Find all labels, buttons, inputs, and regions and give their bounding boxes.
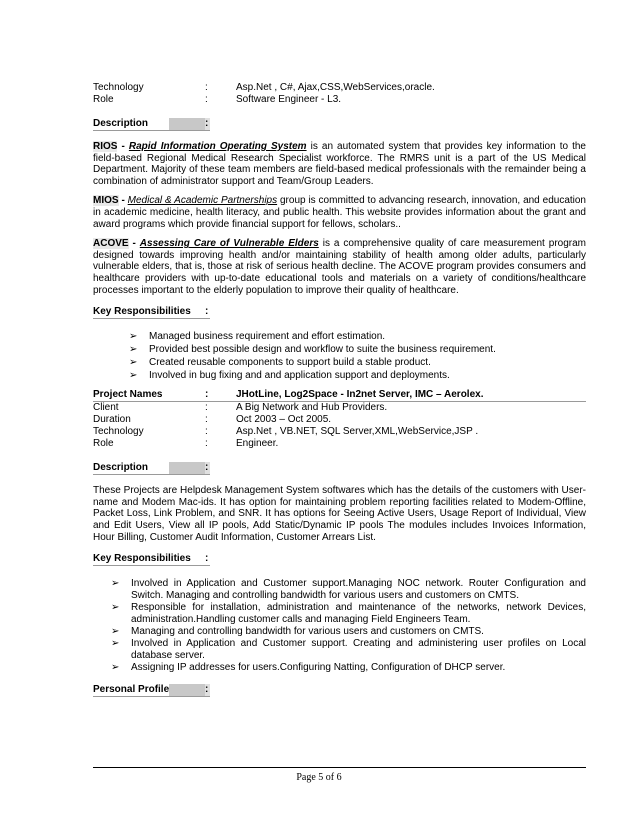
arrow-bullet-icon: ➢ bbox=[129, 344, 138, 356]
list-item: ➢ Provided best possible design and workflow to suite the business requirement. bbox=[129, 344, 496, 356]
acove-paragraph bbox=[93, 238, 586, 296]
list-item: ➢ Assigning IP addresses for users.Configuring Natting, Configuration of DHCP server. bbox=[111, 662, 506, 674]
description-label-2: Description bbox=[93, 462, 169, 474]
acove-text: is a comprehensive quality of care measurement program designed towards improving health and/or maintaining stability of health among older adults, particularly vulnerable elders, that is, those at risk of serious health decline. The ACOVE program provides consumers and healthcare providers with up-to-date educational tools and materials on a variety of conditions/healthcare processes important to the elderly population to improve their quality of healthcare. bbox=[93, 238, 586, 296]
list-item: ➢ Responsible for installation, administration and maintenance of the networks, network Devices, administration.Handling customer calls and managing Field Engineers Team. bbox=[111, 602, 586, 626]
mios-name: Medical & Academic Partnerships bbox=[127, 195, 278, 207]
description-label: Description bbox=[93, 118, 169, 130]
role-label: Role bbox=[93, 94, 114, 105]
client-colon: : bbox=[205, 402, 208, 414]
description-shade-2 bbox=[169, 462, 205, 474]
personal-profile-header bbox=[93, 684, 210, 697]
description-colon-2: : bbox=[205, 462, 209, 474]
list-item: ➢ Managing and controlling bandwidth for various users and customers on CMTS. bbox=[111, 626, 484, 638]
acove-name: Assessing Care of Vulnerable Elders bbox=[139, 238, 319, 250]
technology-label-2: Technology bbox=[93, 426, 144, 438]
resume-page bbox=[93, 82, 586, 697]
project-description: These Projects are Helpdesk Management System softwares which has the details of the customers with User-name and Modem Mac-ids. It has option for maintaining problem reporting facilities related to Modem-Offline, Packet Loss, Link Problem, and SNR. It has options for Seeing Active Users, Usage Report of Individual, View and Edit Users, View all IP pools, Add Static/Dynamic IP pools The modules includes Invoices Information, Hour Billing, Customer Audit Information, Customer Arrears List. bbox=[93, 485, 586, 543]
key-responsibilities-label-2: Key Responsibilities bbox=[93, 553, 191, 565]
duration-label: Duration bbox=[93, 414, 131, 426]
duration-value: Oct 2003 – Oct 2005. bbox=[236, 414, 332, 426]
project-names-label: Project Names bbox=[93, 389, 163, 401]
mios-text: group is committed to advancing research, innovation, and education in academic medicine, health literacy, and public health. This website provides information about the grant and award programs which provide financial support for fellows, scholars.. bbox=[93, 195, 586, 230]
rios-name: Rapid Information Operating System bbox=[128, 141, 307, 152]
rios-sep: - bbox=[117, 141, 129, 152]
technology-colon: : bbox=[205, 82, 208, 93]
technology-row-2 bbox=[93, 426, 586, 438]
personal-profile-colon: : bbox=[205, 684, 209, 696]
role-colon: : bbox=[205, 94, 208, 105]
role-value: Software Engineer - L3. bbox=[236, 94, 342, 105]
list-item: ➢ Involved in Application and Customer support. Creating and administering user profiles on Local database server. bbox=[111, 638, 586, 662]
client-label: Client bbox=[93, 402, 119, 414]
arrow-bullet-icon: ➢ bbox=[111, 578, 120, 590]
key-responsibilities-header-2 bbox=[93, 553, 210, 566]
client-row bbox=[93, 402, 586, 414]
key-responsibilities-colon-1: : bbox=[205, 306, 209, 318]
key-responsibilities-label-1: Key Responsibilities bbox=[93, 306, 191, 318]
page-number: Page 5 of 6 bbox=[296, 772, 342, 783]
arrow-bullet-icon: ➢ bbox=[129, 357, 138, 369]
arrow-bullet-icon: ➢ bbox=[129, 370, 138, 382]
acove-abbr: ACOVE bbox=[93, 238, 129, 250]
arrow-bullet-icon: ➢ bbox=[129, 331, 138, 343]
technology-value-2: Asp.Net , VB.NET, SQL Server,XML,WebService,JSP . bbox=[236, 426, 479, 438]
mios-abbr: MIOS bbox=[93, 195, 119, 207]
arrow-bullet-icon: ➢ bbox=[111, 626, 120, 638]
description-shade bbox=[169, 118, 205, 130]
project-names-colon: : bbox=[205, 389, 209, 401]
key-responsibilities-colon-2: : bbox=[205, 553, 209, 565]
project-names-header bbox=[93, 389, 586, 402]
duration-colon: : bbox=[205, 414, 208, 426]
rios-paragraph bbox=[93, 141, 586, 187]
rios-abbr: RIOS bbox=[93, 141, 118, 152]
description-header bbox=[93, 118, 210, 131]
role-colon-2: : bbox=[205, 438, 208, 450]
client-value: A Big Network and Hub Providers. bbox=[236, 402, 388, 414]
project-names-value: JHotLine, Log2Space - In2net Server, IMC – Aerolex. bbox=[236, 389, 484, 401]
mios-paragraph bbox=[93, 195, 586, 230]
role-value-2: Engineer. bbox=[236, 438, 279, 450]
arrow-bullet-icon: ➢ bbox=[111, 602, 120, 614]
list-item: ➢ Involved in bug fixing and and application support and deployments. bbox=[129, 370, 450, 382]
role-label-2: Role bbox=[93, 438, 114, 450]
technology-colon-2: : bbox=[205, 426, 208, 438]
description-colon: : bbox=[205, 118, 209, 129]
personal-profile-label: Personal Profile bbox=[93, 684, 170, 696]
role-row-2 bbox=[93, 438, 586, 450]
list-item: ➢ Created reusable components to support build a stable product. bbox=[129, 357, 431, 369]
responsibilities-list-1 bbox=[93, 331, 586, 382]
key-responsibilities-header-1 bbox=[93, 306, 210, 319]
arrow-bullet-icon: ➢ bbox=[111, 638, 120, 650]
footer-divider bbox=[93, 767, 586, 768]
personal-profile-shade bbox=[169, 684, 205, 696]
technology-row bbox=[93, 82, 586, 94]
acove-sep: - bbox=[128, 238, 140, 250]
technology-label: Technology bbox=[93, 82, 144, 93]
list-item: ➢ Involved in Application and Customer support.Managing NOC network. Router Configuration and Switch. Managing and controlling bandwidth for various users and customers on CMTS. bbox=[111, 578, 586, 602]
mios-sep: - bbox=[118, 195, 128, 207]
responsibilities-list-2 bbox=[93, 578, 586, 674]
technology-value: Asp.Net , C#, Ajax,CSS,WebServices,oracle. bbox=[236, 82, 435, 93]
arrow-bullet-icon: ➢ bbox=[111, 662, 120, 674]
role-row bbox=[93, 94, 586, 106]
duration-row bbox=[93, 414, 586, 426]
list-item: ➢ Managed business requirement and effort estimation. bbox=[129, 331, 386, 343]
description-header-2 bbox=[93, 462, 210, 475]
rios-text: is an automated system that provides key information to the field-based Regional Medical Research Specialist workforce. The RMRS unit is a part of the US Medical Department. Majority of these team members are field-based medical professionals with the remainder being a combination of administrator support and Team/Group Leaders. bbox=[93, 141, 586, 187]
